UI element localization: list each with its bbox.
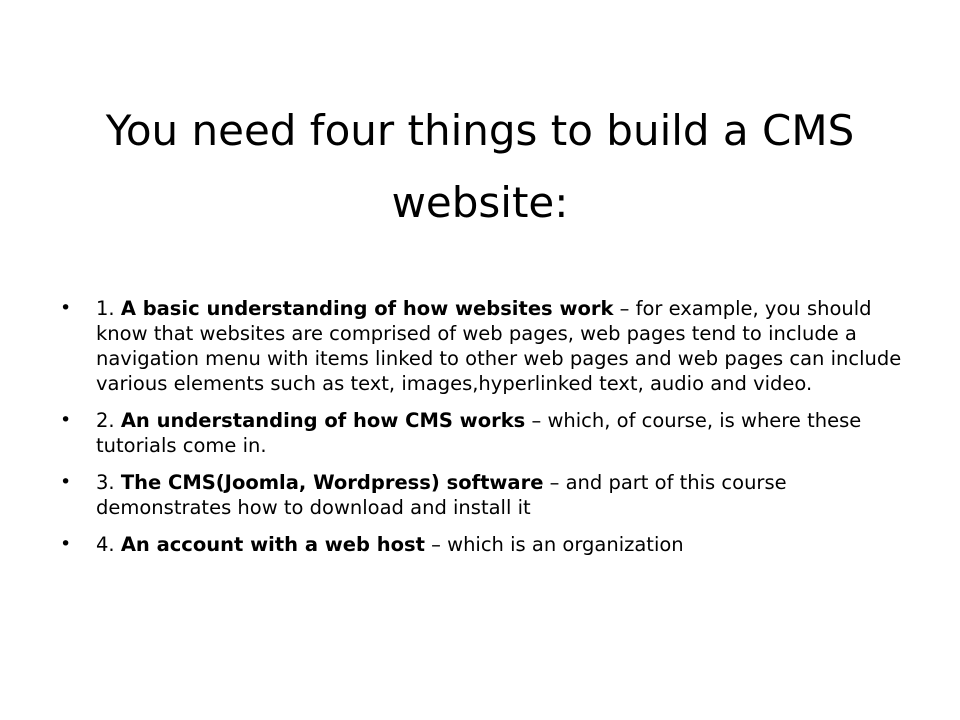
slide-title: You need four things to build a CMS website: bbox=[105, 106, 855, 227]
bullet-item-2 bbox=[56, 408, 906, 458]
bullet-text: – for example, you should know that websites are comprised of web pages, web pages tend to include a navigation menu with items linked to other web pages and web pages can include various elements such as text, images,hyperlinked text, audio and video. bbox=[96, 297, 902, 395]
bullet-dot-icon: • bbox=[60, 297, 72, 319]
bullet-number: 1. bbox=[96, 297, 115, 320]
bullet-heading: An account with a web host bbox=[120, 533, 425, 556]
bullet-number: 2. bbox=[96, 409, 115, 432]
bullet-item-3 bbox=[56, 470, 906, 520]
bullet-item-1 bbox=[56, 296, 906, 396]
bullet-list bbox=[56, 296, 906, 569]
bullet-item-4 bbox=[56, 532, 906, 557]
bullet-text: – which, of course, is where these tutorials come in. bbox=[96, 409, 862, 457]
bullet-heading: The CMS(Joomla, Wordpress) software bbox=[120, 471, 544, 494]
bullet-dot-icon: • bbox=[60, 533, 72, 555]
bullet-dot-icon: • bbox=[60, 409, 72, 431]
bullet-text: – and part of this course demonstrates how to download and install it bbox=[96, 471, 787, 519]
bullet-heading: A basic understanding of how websites work bbox=[120, 297, 614, 320]
bullet-text: – which is an organization bbox=[424, 533, 684, 556]
bullet-dot-icon: • bbox=[60, 471, 72, 493]
bullet-number: 4. bbox=[96, 533, 115, 556]
bullet-heading: An understanding of how CMS works bbox=[120, 409, 526, 432]
bullet-number: 3. bbox=[96, 471, 115, 494]
